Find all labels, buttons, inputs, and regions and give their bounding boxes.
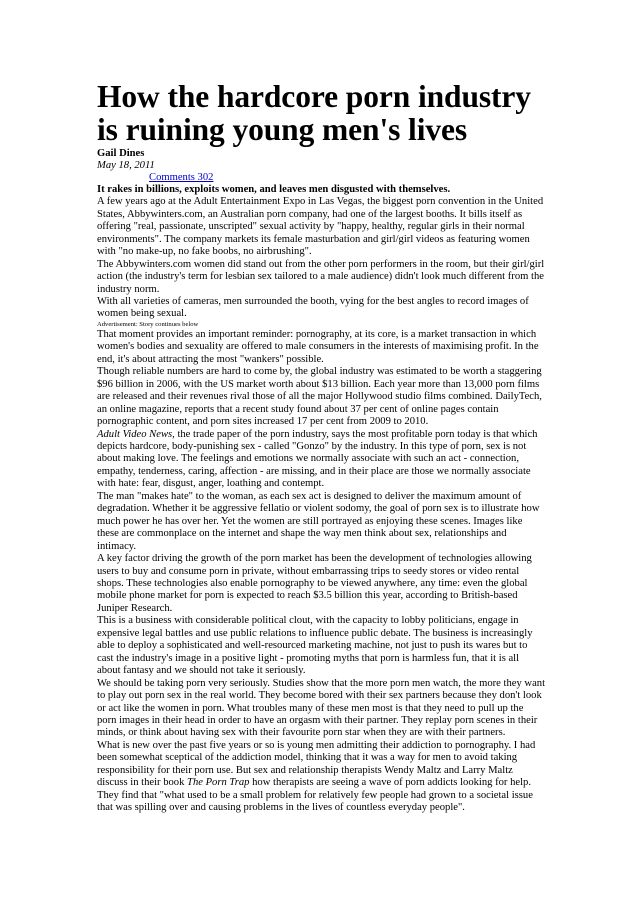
paragraph-8: A key factor driving the growth of the porn market has been the development of technologies allowing users to buy and consume porn in private, without embarrassing trips to seedy stores or video rental shops. These technologies also enable pornography to be viewed anywhere, any time: even the global mobile phone market for porn is expected to reach $3.5 billion this year, according to British-based Juniper Research. bbox=[97, 553, 532, 614]
advertisement-label: Advertisement: Story continues below bbox=[97, 320, 199, 328]
article-title: How the hardcore porn industry is ruining young men's lives bbox=[97, 79, 531, 147]
article-meta bbox=[97, 148, 545, 184]
paragraph-10: We should be taking porn very seriously. Studies show that the more porn men watch, the more they want to play out porn sex in the real world. They become bored with their sex partners because they don't look or act like the women in porn. What troubles many of these men most is that they need to pull up the porn images in their head in order to have an orgasm with their partner. They replay porn scenes in their minds, or think about having sex with their favourite porn star when they are with their partners. bbox=[97, 677, 546, 739]
paragraph-3: With all varieties of cameras, men surrounded the booth, vying for the best angles to record images of women being sexual. bbox=[97, 296, 529, 320]
paragraph-4: That moment provides an important reminder: pornography, at its core, is a market transaction in which women's bodies and sexuality are offered to male consumers in the interests of maximising profit. In the end, it's about attracting the most "wankers" possible. bbox=[97, 328, 539, 365]
paragraph-7: The man "makes hate" to the woman, as each sex act is designed to deliver the maximum amount of degradation. Whether it be aggressive fellatio or violent sodomy, the goal of porn sex is to illustrate how much power he has over her. Yet the women are still portrayed as enjoying these scenes. Images like these are commonplace on the internet and shape the way men think about sex, relationships and intimacy. bbox=[97, 490, 540, 552]
author-name: Gail Dines bbox=[97, 148, 145, 159]
paragraph-11-text-a: What is new over the past five years or so is young men admitting their addiction to pornography. I had been somewhat sceptical of the addiction model, thinking that it was a way for men to avoid taking responsibility for their porn use. But sex and relationship therapists Wendy Maltz and Larry Maltz discuss in their book bbox=[97, 739, 536, 789]
paragraph-11 bbox=[97, 740, 545, 815]
paragraph-6 bbox=[97, 429, 545, 491]
standfirst: It rakes in billions, exploits women, and leaves men disgusted with themselves. bbox=[97, 184, 451, 195]
paragraph-5: Though reliable numbers are hard to come by, the global industry was estimated to be worth a staggering $96 billion in 2006, with the US market worth about $13 billion. Each year more than 13,000 porn films are released and their revenues rival those of all the major Hollywood studio films combined. DailyTech, an online magazine, reports that a recent study found about 37 per cent of online pages contain pornographic content, and porn sites increased 17 per cent from 2009 to 2010. bbox=[97, 366, 542, 428]
publication-name: Adult Video News bbox=[97, 428, 173, 440]
book-title: The Porn Trap bbox=[187, 777, 250, 789]
paragraph-1: A few years ago at the Adult Entertainment Expo in Las Vegas, the biggest porn convention in the United States, Abbywinters.com, an Australian porn company, had one of the largest booths. It bills itself as offering "real, passionate, unscripted" sexual activity by "happy, healthy, regular girls in their normal environments". The company markets its female masturbation and girl/girl videos as featuring women with "no make-up, no fake boobs, no airbrushing". bbox=[97, 196, 544, 258]
article bbox=[97, 80, 545, 815]
comments-link[interactable]: Comments 302 bbox=[149, 172, 214, 183]
comments-row bbox=[97, 172, 545, 184]
paragraph-11-text-b: how therapists are seeing a wave of porn addicts looking for help. They find that "what used to be a small problem for relatively few people had grown to a societal issue that was spilling over and causing problems in the lives of countless everyday people". bbox=[97, 777, 533, 814]
paragraph-9: This is a business with considerable political clout, with the capacity to lobby politicians, engage in expensive legal battles and use public relations to influence public debate. The business is increasingly able to deploy a sophisticated and well-resourced marketing machine, not just to push its wares but to cast the industry's image in a positive light - promoting myths that porn is harmless fun, that it is all about fantasy and we should not take it seriously. bbox=[97, 615, 533, 677]
paragraph-2: The Abbywinters.com women did stand out from the other porn performers in the room, but their girl/girl action (the industry's term for lesbian sex tailored to a male audience) didn't look much different from the industry norm. bbox=[97, 258, 545, 295]
paragraph-6-text: , the trade paper of the porn industry, says the most profitable porn today is that which depicts hardcore, body-punishing sex - called "Gonzo" by the industry. In this type of porn, sex is not about making love. The feelings and emotions we normally associate with such an act - connection, empathy, tenderness, caring, affection - are missing, and in their place are those we normally associate with hate: fear, disgust, anger, loathing and contempt. bbox=[97, 428, 538, 490]
publish-date: May 18, 2011 bbox=[97, 160, 155, 171]
